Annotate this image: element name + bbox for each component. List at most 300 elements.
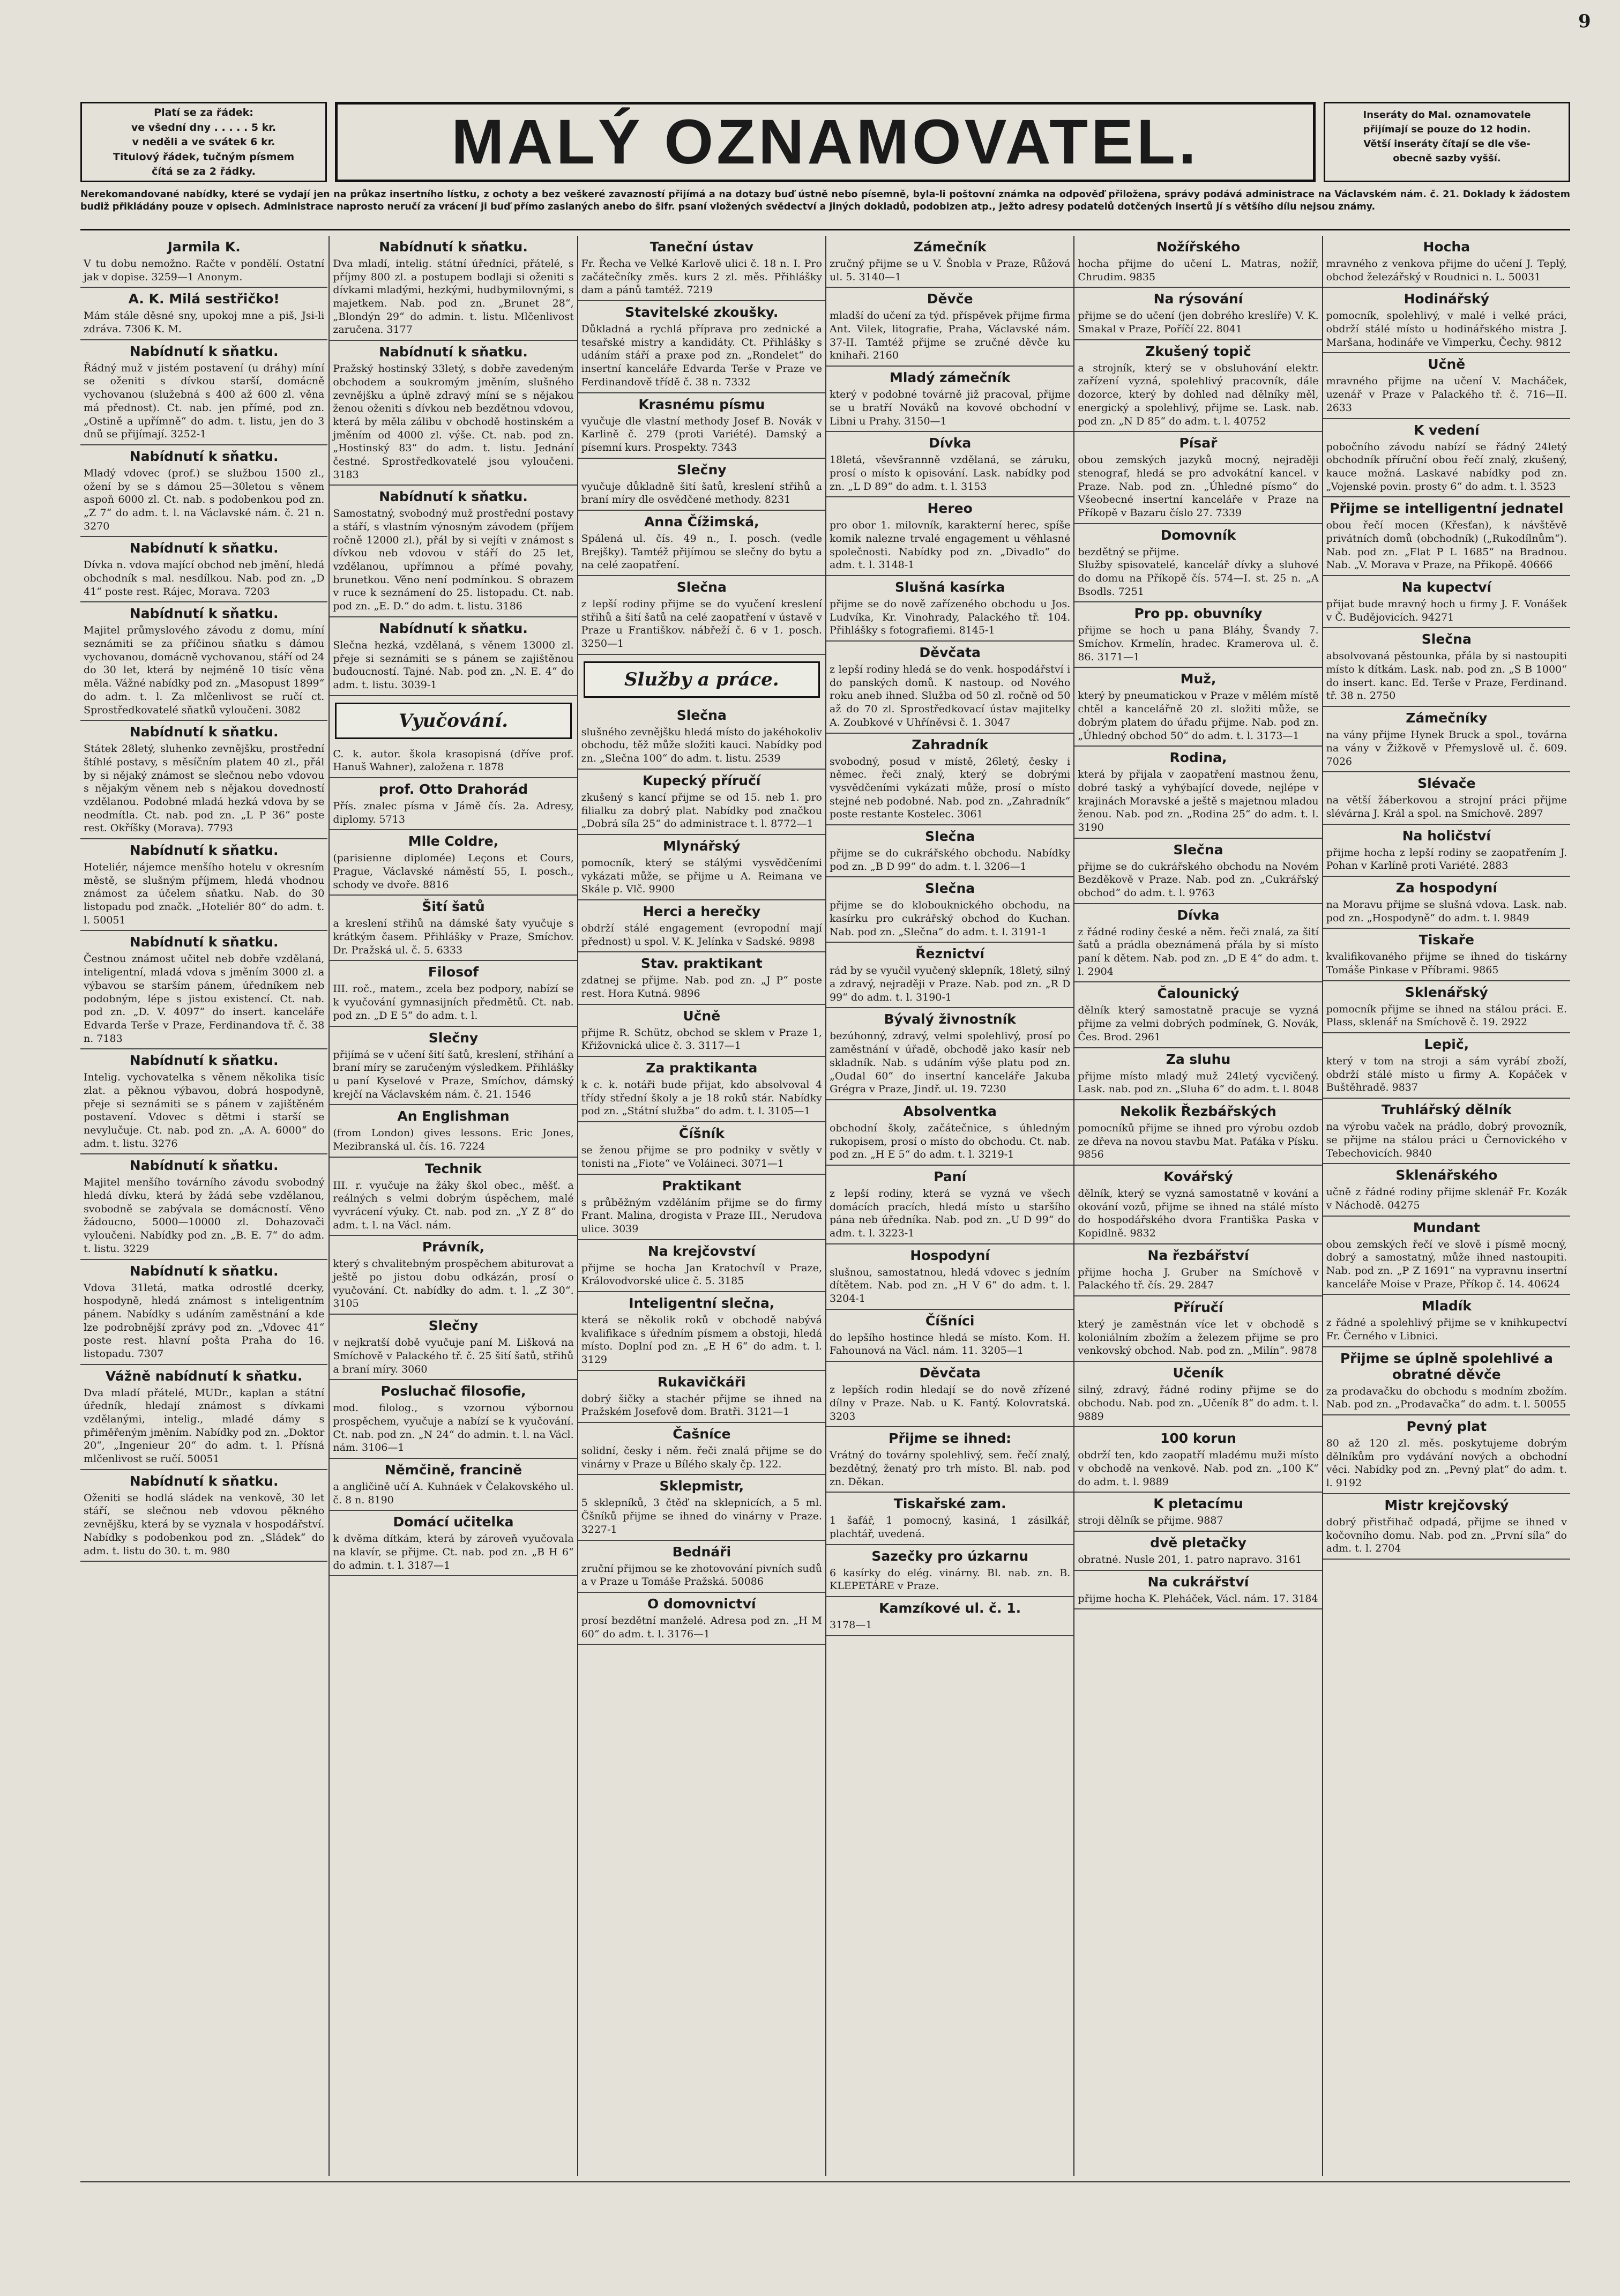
classified-ad bbox=[1323, 981, 1570, 1033]
ad-heading: A. K. Milá sestřičko! bbox=[128, 291, 280, 307]
ad-heading: Slečna bbox=[676, 707, 727, 723]
masthead-pricing-box bbox=[80, 102, 327, 182]
section-panel: Služby a práce. bbox=[584, 661, 820, 698]
ad-heading: Na cukrářství bbox=[1147, 1574, 1249, 1590]
classified-ad bbox=[1323, 877, 1570, 929]
ad-text: pro obor 1. milovník, karakterní herec, spíše komik nalezne trvalé engagement u věhlasné společnosti. Nabídky pod zn. „Divadlo“ do adm. t. l. 3148-1 bbox=[830, 519, 1071, 571]
ad-heading: Nabídnutí k sňatku. bbox=[379, 620, 528, 636]
ad-heading: Pevný plat bbox=[1406, 1419, 1487, 1435]
pricing-line: Titulový řádek, tučným písmem bbox=[113, 151, 295, 163]
ad-text: Přís. znalec písma v Jámě čís. 2a. Adresy, diplomy. 5713 bbox=[333, 800, 574, 825]
classified-ad bbox=[826, 1008, 1073, 1100]
ad-heading: Němčině, francině bbox=[384, 1462, 522, 1478]
masthead-title: MALÝ OZNAMOVATEL. bbox=[335, 102, 1316, 182]
ad-text: z lepších rodin hledají se do nově zřízené dílny v Praze. Nab. u K. Fantý. Kolovratská. 3203 bbox=[830, 1384, 1071, 1422]
ad-text: na větší žáberkovou a strojní práci přijme slévárna J. Král a spol. na Smíchově. 2897 bbox=[1326, 794, 1567, 819]
ad-text: v nejkratší době vyučuje paní M. Lišková na Smíchově v Palackého tř. č. 25 šití šatů, střihů a braní míry. 3060 bbox=[333, 1337, 574, 1375]
ad-heading: Na holičství bbox=[1402, 828, 1491, 844]
ad-text: přijat bude mravný hoch u firmy J. F. Vonášek v Č. Budějovicích. 94271 bbox=[1326, 598, 1567, 623]
ad-heading: Anna Čížimská, bbox=[644, 513, 759, 530]
ad-text: na vány přijme Hynek Bruck a spol., továrna na vány v Žižkově v Přemyslově ul. č. 609. 7026 bbox=[1326, 729, 1567, 767]
ad-text: přijme se do cukrářského obchodu na Novém Bezděkově v Praze. Nab. pod zn. „Cukrářský obchod“ do adm. t. l. 9763 bbox=[1078, 860, 1319, 899]
ad-text: solidní, česky i něm. řeči znalá přijme se do vinárny v Praze u Bílého skaly čp. 122. bbox=[581, 1445, 822, 1470]
ad-heading: Přijme se intelligentní jednatel bbox=[1330, 501, 1564, 517]
ad-text: z lepší rodiny přijme se do vyučení kreslení střihů a šití šatů na celé zaopatření v ústavě v Praze u Františkov. nábřeží č. 6 v 1. posch. 3250—1 bbox=[581, 598, 822, 650]
ad-text: Státek 28letý, sluhenko zevnějšku, prostřední štíhlé postavy, s měsíčním platem 40 zl., přál by si nějaký známost se slečnou nebo vdovou s nějakým věnem neb s nějakou dovedností vzdělanou. Podobné mladá hezká vdova by se neodmítla. Ct. nab. pod zn. „L P 36“ poste rest. Okříšky (Morava). 7793 bbox=[84, 743, 325, 834]
ad-text: pomocník, který se stálými vysvědčeními vykázati může, se přijme u A. Reimana ve Skále p. Vlč. 9900 bbox=[581, 856, 822, 896]
classified-ad bbox=[1323, 419, 1570, 498]
classified-ad bbox=[826, 432, 1073, 497]
ad-heading: Přijme se úplně spolehlivé a obratné děvče bbox=[1340, 1350, 1553, 1382]
ad-heading: Nabídnutí k sňatku. bbox=[129, 843, 279, 858]
ad-text: slušnou, samostatnou, hledá vdovec s jedním dítětem. Nab. pod zn. „H V 6“ do adm. t. l. 3204-1 bbox=[830, 1266, 1071, 1305]
classified-ad bbox=[578, 1593, 825, 1645]
ad-text: která by přijala v zaopatření mastnou ženu, dobré taský a vyhýbající dovede, nejlépe v krajinách Moravské a ještě s majetnou mladou ženou. Nab. pod zn. „Rodina 25“ do adm. t. l. 3190 bbox=[1078, 769, 1319, 833]
ad-text: (parisienne diplomée) Leçons et Cours, Prague, Václavské náměstí 55, I. posch., schody ve dvoře. 8816 bbox=[333, 852, 574, 891]
ad-heading: Absolventka bbox=[903, 1103, 997, 1119]
ad-heading: Taneční ústav bbox=[650, 239, 753, 255]
classified-ad bbox=[826, 943, 1073, 1008]
ad-heading: Nabídnutí k sňatku. bbox=[129, 1473, 279, 1489]
classified-ad bbox=[330, 236, 577, 341]
classified-ad bbox=[578, 1005, 825, 1057]
classified-ad bbox=[330, 486, 577, 617]
ad-heading: Vážně nabídnutí k sňatku. bbox=[105, 1368, 303, 1384]
classified-ad bbox=[1323, 772, 1570, 824]
ad-heading: Příručí bbox=[1173, 1300, 1223, 1316]
ad-heading: Dívka bbox=[1177, 907, 1220, 923]
classified-ad bbox=[330, 961, 577, 1026]
ad-text: bezúhonný, zdravý, velmi spolehlivý, prosí po zaměstnání v úřadě, obchodě jako kasír neb skladník. Nab. s udáním výše platu pod zn. „Oudal 60“ do insertní kanceláře Jakuba Grégra v Praze, Jindř. ul. 19. 7230 bbox=[830, 1030, 1071, 1095]
classified-ad bbox=[80, 537, 327, 602]
pricing-line: v neděli a ve svátek 6 kr. bbox=[132, 136, 275, 148]
ad-heading: Stavitelské zkoušky. bbox=[625, 304, 779, 320]
classified-ad bbox=[578, 835, 825, 900]
ad-text: obratné. Nusle 201, 1. patro napravo. 3161 bbox=[1078, 1553, 1302, 1566]
classified-ad bbox=[80, 931, 327, 1049]
ad-text: přijme se do učení (jen dobrého kreslíře) V. K. Smakal v Praze, Poříčí 22. 8041 bbox=[1078, 310, 1319, 336]
ad-heading: O domovnictví bbox=[647, 1596, 756, 1612]
ad-text: který v podobné továrně již pracoval, přijme se u bratří Nováků na kovové obchodní v Libni u Prahy. 3150—1 bbox=[830, 389, 1071, 427]
ad-text: vyučuje důkladně šití šatů, kreslení střihů a braní míry dle osvědčené methody. 8231 bbox=[581, 480, 822, 506]
ad-heading: Muž, bbox=[1180, 671, 1216, 687]
submission-line: Inseráty do Mal. oznamovatele bbox=[1363, 109, 1531, 121]
ad-text: obou zemských jazyků mocný, nejraději stenograf, hledá se pro advokátní kancel. v Praze. Nab. pod zn. „Úhledné písmo“ do Všeobecné insertní kanceláře v Praze na Příkopě v Bazaru číslo 27. 7339 bbox=[1078, 454, 1319, 519]
classified-ad bbox=[1074, 1427, 1322, 1493]
ad-text: pomocník, spolehlivý, v malé i velké práci, obdrží stálé místo u hodinářského mistra J. Maršana, hodináře ve Vimperku, Čechy. 9812 bbox=[1326, 310, 1567, 348]
ad-text: zručný přijme se u V. Šnobla v Praze, Růžová ul. 5. 3140—1 bbox=[830, 258, 1071, 283]
ad-text: který v tom na stroji a sám vyrábí zboží, obdrží stálé místo u firmy A. Kopáček v Buštěhradě. 9837 bbox=[1326, 1055, 1567, 1094]
classified-ad bbox=[826, 576, 1073, 642]
classified-ad bbox=[1074, 1493, 1322, 1532]
ad-heading: 100 korun bbox=[1160, 1430, 1236, 1447]
classified-ad bbox=[80, 839, 327, 931]
ad-text: dělník který samostatně pracuje se vyzná přijme za velmi dobrých podmínek, G. Novák, Čes. Brod. 2961 bbox=[1078, 1004, 1319, 1043]
classified-ad bbox=[1323, 707, 1570, 772]
ad-text: 5 sklepníků, 3 čtěď na sklepnicích, a 5 ml. Čšníků přijme se ihned do vinárny v Praze. 3227-1 bbox=[581, 1497, 822, 1535]
ad-text: Intelig. vychovatelka s věnem několika tisíc zlat. a pěknou výbavou, dobrá hospodyně, přeje si seznámiti se s pánem v zajištěném postavení. Vdovec s dětmi i starší se nevylučuje. Ct. nab. pod zn. „A. A. 6000“ do adm. t. listu. 3276 bbox=[84, 1071, 325, 1150]
classified-ad bbox=[330, 617, 577, 696]
ad-heading: Učně bbox=[1428, 356, 1466, 372]
masthead-submission-box bbox=[1324, 102, 1570, 182]
ad-text: mravného přijme na učení V. Macháček, uzenář v Praze v Palackého tř. č. 716—II. 2633 bbox=[1326, 375, 1567, 414]
ad-text: a kreslení střihů na dámské šaty vyučuje s krátkým časem. Přihlášky v Praze, Smíchov. Dr. Pražská ul. č. 5. 6333 bbox=[333, 918, 574, 956]
ad-heading: Nekolik Řezbářských bbox=[1120, 1103, 1276, 1119]
ad-heading: Nabídnutí k sňatku. bbox=[129, 1263, 279, 1279]
ad-text: Důkladná a rychlá příprava pro zednické a tesařské mistry a kandidáty. Ct. Přihlášky s udáním stáří a praxe pod zn. „Rondelet“ do insertní kanceláře Edvarda Terše v Praze ve Ferdinandově třídě č. 38 n. 7332 bbox=[581, 323, 822, 388]
classified-ad bbox=[80, 1365, 327, 1470]
classified-ad bbox=[330, 341, 577, 486]
classified-ad bbox=[578, 1475, 825, 1540]
ad-heading: Mladík bbox=[1421, 1298, 1472, 1314]
ad-text: který by pneumatickou v Praze v mělém místě chtěl a kancelářně 20 zl. složiti může, se dobrým platem do úřadu přijme. Nab. pod zn. „Úhledný obchod 50“ do adm. t. l. 3173—1 bbox=[1078, 690, 1319, 742]
ad-heading: Rukavičkáři bbox=[658, 1374, 746, 1390]
classified-ad bbox=[1074, 747, 1322, 838]
classified-ad bbox=[330, 1236, 577, 1315]
classified-ad bbox=[1323, 1415, 1570, 1494]
classified-ad bbox=[578, 1057, 825, 1122]
ad-heading: Sklepmistr, bbox=[659, 1478, 744, 1494]
ad-text: a strojník, který se v obsluhování elektr. zařízení vyzná, spolehlivý pracovník, dále dozorce, který by dohled nad dělníky měl, energický a spolehlivý, přijme se. Lask. nab. pod zn. „N D 85“ do adm. t. l. 40752 bbox=[1078, 362, 1319, 427]
ad-heading: Hereo bbox=[927, 501, 973, 517]
ad-column bbox=[80, 236, 327, 2176]
ad-text: z lepší rodiny, která se vyzná ve všech domácích pracích, hledá místo u staršího pána neb úředníka. Nab. pod zn. „U D 99“ do adm. t. l. 3223-1 bbox=[830, 1187, 1071, 1239]
ad-text: s průběžným vzděláním přijme se do firmy Frant. Malina, drogista v Praze III., Nerudova ulice. 3039 bbox=[581, 1196, 822, 1235]
classified-ad bbox=[1074, 236, 1322, 288]
ad-heading: Mundant bbox=[1413, 1219, 1480, 1235]
classified-ad bbox=[578, 236, 825, 301]
ad-heading: Za praktikanta bbox=[646, 1060, 758, 1076]
ad-heading: Zámečník bbox=[913, 239, 987, 255]
ad-text: III. roč., matem., zcela bez podpory, nabízí se k vyučování gymnasijních předmětů. Ct. nab. pod zn. „D E 5“ do adm. t. l. bbox=[333, 983, 574, 1022]
page-number: 9 bbox=[1578, 11, 1591, 32]
ad-heading: Mlynářský bbox=[663, 838, 741, 854]
classified-ad bbox=[1074, 432, 1322, 524]
classified-ad bbox=[826, 236, 1073, 288]
classified-ad bbox=[826, 877, 1073, 943]
ad-heading: Posluchač filosofie, bbox=[380, 1383, 526, 1399]
ad-heading: Truhlářský dělník bbox=[1381, 1102, 1512, 1118]
ad-heading: Čašníce bbox=[673, 1426, 731, 1442]
ad-text: pomocníků přijme se ihned pro výrobu ozdob ze dřeva na novou stavbu Mat. Paťáka v Písku. 9856 bbox=[1078, 1122, 1319, 1161]
classified-ad bbox=[826, 1100, 1073, 1166]
classified-ad bbox=[578, 1371, 825, 1423]
ad-heading: K pletacímu bbox=[1153, 1496, 1243, 1512]
ad-heading: Tiskařské zam. bbox=[893, 1496, 1006, 1512]
ad-heading: K vedení bbox=[1414, 422, 1480, 438]
pricing-line: Platí se za řádek: bbox=[154, 107, 253, 118]
classified-ad bbox=[1323, 1164, 1570, 1216]
classified-ad bbox=[1323, 1295, 1570, 1347]
ad-text: z lepší rodiny hledá se do venk. hospodářství i do panských domů. K nastoup. od Nového roku aneb ihned. Služba od 50 zl. ročně od 50 až do 70 zl. Sprostředkovací ústav majitelky A. Zoubkové v Uhříněvsi č. 1. 3047 bbox=[830, 664, 1071, 728]
ad-heading: Hodinářský bbox=[1403, 291, 1489, 307]
ad-heading: Paní bbox=[934, 1168, 967, 1184]
classified-ad bbox=[578, 770, 825, 835]
ad-heading: Inteligentní slečna, bbox=[629, 1295, 775, 1311]
ad-heading: Slévače bbox=[1417, 776, 1476, 792]
pricing-line: ve všední dny . . . . . 5 kr. bbox=[131, 121, 277, 133]
classified-ad bbox=[578, 900, 825, 952]
ad-heading: Hospodyní bbox=[910, 1247, 990, 1263]
bottom-rule bbox=[80, 2181, 1570, 2182]
ad-heading: Zkušený topič bbox=[1145, 343, 1251, 359]
ad-heading: Sklenářského bbox=[1395, 1167, 1498, 1183]
ad-text: učně z řádné rodiny přijme sklenář Fr. Kozák v Náchodě. 04275 bbox=[1326, 1186, 1567, 1211]
ad-heading: Sazečky pro úzkarnu bbox=[871, 1548, 1029, 1564]
ad-heading: Jarmila K. bbox=[167, 239, 241, 255]
classified-ad bbox=[1323, 497, 1570, 576]
ad-text: absolvovaná pěstounka, přála by si nastoupiti místo k dítkám. Lask. nab. pod zn. „S B 1000“ do insert. kanc. Ed. Terše v Praze, Ferdinand. tř. 38 n. 2750 bbox=[1326, 650, 1567, 702]
classified-ad bbox=[1074, 1362, 1322, 1427]
ad-heading: Nabídnutí k sňatku. bbox=[129, 724, 279, 740]
ad-heading: Nabídnutí k sňatku. bbox=[129, 343, 279, 359]
ad-column bbox=[577, 236, 825, 2176]
classified-ad bbox=[80, 340, 327, 445]
classified-ad bbox=[826, 1597, 1073, 1636]
ad-text: svobodný, posud v místě, 26letý, česky i němec. řeči znalý, který se dobrými vysvědčeními vykázati může, prosí o místo stejné neb podobné. Nab. pod zn. „Zahradník“ poste restante Kostelec. 3061 bbox=[830, 755, 1071, 821]
classified-ad bbox=[80, 721, 327, 839]
classified-ad bbox=[1323, 825, 1570, 877]
ad-text: obdrží ten, kdo zaopatří mladému muži místo v obchodě na venkově. Nab. pod zn. „100 K“ do adm. t. l. 9889 bbox=[1078, 1449, 1319, 1488]
ad-heading: Nabídnutí k sňatku. bbox=[379, 344, 528, 360]
classified-ad bbox=[330, 896, 577, 961]
classified-ad bbox=[578, 1175, 825, 1240]
ad-text: Dívka n. vdova mající obchod neb jmění, hledá obchodník s mal. nesdílkou. Nab. pod zn. „D 41“ poste rest. Rájec, Morava. 7203 bbox=[84, 559, 325, 598]
ad-text: přijme se hocha Jan Kratochvíl v Praze, Královodvorské ulice č. 5. 3185 bbox=[581, 1262, 822, 1287]
section-panel: Vyučování. bbox=[335, 703, 571, 739]
classified-ad bbox=[80, 1470, 327, 1562]
ad-text: obou řečí mocen (Křesťan), k návštěvě privátních domů (obchodník) („Rukodílnům“). Nab. pod zn. „Flat P L 1685“ na Bradnou. Nab. „V. Morava v Praze, na Přikopě. 40666 bbox=[1326, 519, 1567, 571]
ad-heading: Nožířského bbox=[1156, 239, 1241, 255]
ad-heading: Přijme se ihned: bbox=[889, 1430, 1012, 1447]
ad-column bbox=[1073, 236, 1322, 2176]
ad-heading: Herci a herečky bbox=[643, 903, 761, 919]
ad-text: přijme se do klobouknického obchodu, na kasírku pro cukrářský obchod do Kuchan. Nab. pod zn. „Slečna“ do adm. t. l. 3191-1 bbox=[830, 899, 1071, 938]
classified-ad bbox=[1074, 1532, 1322, 1571]
ad-text: prosí bezdětní manželé. Adresa pod zn. „H M 60“ do adm. t. l. 3176—1 bbox=[581, 1614, 822, 1640]
ad-text: přijme hocha J. Gruber na Smíchově v Palackého tř. čís. 29. 2847 bbox=[1078, 1266, 1319, 1292]
ad-text: 1 šafář, 1 pomocný, kasiná, 1 zásilkář, plachtář, uvedená. bbox=[830, 1515, 1071, 1540]
classified-ad bbox=[826, 1545, 1073, 1597]
ad-text: obchodní školy, začátečnice, s úhledným rukopisem, prosí o místo do obchodu. Ct. nab. pod zn. „H E 5“ do adm. t. l. 3219-1 bbox=[830, 1122, 1071, 1161]
ad-text: kvalifikovaného přijme se ihned do tiskárny Tomáše Pinkase v Příbrami. 9865 bbox=[1326, 951, 1567, 976]
ad-columns bbox=[80, 236, 1570, 2181]
ad-text: zkušený s kancí přijme se od 15. neb 1. pro filialku za dobrý plat. Nabídky pod značkou „Dobrá síla 25“ do administrace t. l. 8772—1 bbox=[581, 791, 822, 830]
classified-ad bbox=[1323, 1347, 1570, 1415]
ad-heading: Tiskaře bbox=[1419, 932, 1474, 948]
ad-text: silný, zdravý, řádné rodiny přijme se do obchodu. Nab. pod zn. „Učeník 8“ do adm. t. l. 9889 bbox=[1078, 1384, 1319, 1422]
classified-ad bbox=[80, 602, 327, 721]
classified-ad bbox=[330, 1380, 577, 1459]
ad-heading: Domácí učitelka bbox=[393, 1514, 514, 1530]
ad-heading: Slečny bbox=[428, 1030, 479, 1046]
ad-heading: Kamzíkové ul. č. 1. bbox=[879, 1600, 1021, 1616]
ad-text: pomocník přijme se ihned na stálou práci. E. Plass, sklenář na Smíchově č. 19. 2922 bbox=[1326, 1003, 1567, 1028]
ad-text: za prodavačku do obchodu s modním zbožím. Nab. pod zn. „Prodavačka“ do adm. t. l. 50055 bbox=[1326, 1385, 1567, 1411]
ad-heading: Bednáři bbox=[672, 1544, 731, 1560]
classified-ad bbox=[1323, 1099, 1570, 1164]
classified-ad bbox=[1323, 353, 1570, 419]
ad-text: III. r. vyučuje na žáky škol obec., měšť. a reálných s velmi dobrým úspěchem, malé vyvrácení výuky. Ct. nab. pod zn. „Y Z 8“ do adm. t. l. na Václ. nám. bbox=[333, 1179, 574, 1231]
ad-text: přijme hocha K. Pleháček, Václ. nám. 17. 3184 bbox=[1078, 1592, 1318, 1605]
ad-text: Oženiti se hodlá sládek na venkově, 30 let stáří, se slečnou neb vdovou pěkného zevnějšku, která by se vyznala v hospodářství. Nabídky s podobenkou pod zn. „Sládek“ do adm. t. listu do 30. t. m. 980 bbox=[84, 1492, 325, 1557]
ad-column bbox=[1322, 236, 1570, 2176]
ad-heading: Filosof bbox=[428, 964, 479, 980]
ad-text: Spálená ul. čís. 49 n., I. posch. (vedle Brejšky). Tamtéž přijímou se slečny do bytu a na celé zaopatření. bbox=[581, 532, 822, 571]
classified-ad bbox=[330, 1158, 577, 1236]
ad-text: z řádné a spolehlivý přijme se v knihkupectví Fr. Černého v Libnici. bbox=[1326, 1317, 1567, 1342]
ad-text: na výrobu vaček na prádlo, dobrý provozník, se přijme na stálou práci u Černovického v Tebechovicích. 9840 bbox=[1326, 1121, 1567, 1159]
ad-text: bezdětný se přijme. bbox=[1078, 546, 1179, 558]
classified-ad bbox=[1074, 288, 1322, 340]
classified-ad bbox=[578, 1122, 825, 1174]
ad-text: obou zemských řečí ve slově i písmě mocný, dobrý a samostatný, může ihned nastoupiti. Nab. pod zn. „P Z 1691“ na vypravnu insertní kanceláře Moise v Praze, Příkop č. 14. 40624 bbox=[1326, 1238, 1567, 1290]
classified-ad bbox=[330, 1027, 577, 1106]
ad-text: která se několik roků v obchodě nabývá kvalifikace s úředním písmem a obstoji, hledá místo. Doplní pod zn. „E H 6“ do adm. t. l. 3129 bbox=[581, 1314, 822, 1366]
classified-ad bbox=[826, 1244, 1073, 1310]
classified-ad bbox=[578, 1240, 825, 1292]
ad-text: Dva mladí, intelig. státní úředníci, přátelé, s příjmy 800 zl. a postupem bodlaji si oženiti s dívkami mladými, hezkými, hudbymilovnými, s majetkem. Nab. pod zn. „Brunet 28“, „Blondýn 29“ do admin. t. listu. Mlčenlivost zaručena. 3177 bbox=[333, 258, 574, 336]
ad-text: Řádný muž v jistém postavení (u dráhy) míní se oženiti s dívkou starší, domácně vychovanou (služebná s 400 až 600 zl. věna má přednost). Ct. nab. jen přímé, pod zn. „Ostině a upřímně“ do adm. t. listu, jen do 3 dnů se přijímají. 3252-1 bbox=[84, 362, 325, 441]
ad-heading: Slušná kasírka bbox=[894, 579, 1005, 595]
ad-text: k c. k. notáři bude přijat, kdo absolvoval 4 třídy střední školy a je 18 roků stár. Nabídky pod zn. „Státní služba“ do adm. t. l. 3105—1 bbox=[581, 1079, 822, 1117]
ad-heading: Děvče bbox=[927, 291, 973, 307]
ad-heading: Bývalý živnostník bbox=[884, 1011, 1016, 1027]
ad-heading: Nabídnutí k sňatku. bbox=[379, 489, 528, 505]
submission-line: přijímají se pouze do 12 hodin. bbox=[1363, 124, 1531, 135]
ad-column bbox=[329, 236, 577, 2176]
ad-text: dělník, který se vyzná samostatně v kování a okování vozů, přijme se ihned na stálé místo do hospodářského dvora Františka Paska v Kopidlně. 9832 bbox=[1078, 1187, 1319, 1239]
ad-heading: Technik bbox=[424, 1160, 482, 1176]
ad-text: na Moravu přijme se slušná vdova. Lask. nab. pod zn. „Hospodyně“ do adm. t. l. 9849 bbox=[1326, 898, 1567, 924]
ad-text: mod. filolog., s vzornou výbornou prospěchem, vyučuje a nabízí se k vyučování. Ct. nab. pod zn. „N 24“ do admin. t. l. na Václ. nám. 3106—1 bbox=[333, 1402, 574, 1454]
ad-heading: Lepič, bbox=[1424, 1037, 1469, 1053]
classified-ad bbox=[1074, 668, 1322, 747]
masthead bbox=[80, 102, 1570, 188]
ad-heading: Nabídnutí k sňatku. bbox=[129, 448, 279, 464]
classified-ad bbox=[1323, 1494, 1570, 1560]
ad-heading: Nabídnutí k sňatku. bbox=[129, 606, 279, 622]
ad-text: do lepšího hostince hledá se místo. Kom. H. Fahounová na Václ. nám. 11. 3205—1 bbox=[830, 1331, 1071, 1357]
ad-text: Hoteliér, nájemce menšího hotelu v okresním městě, se slušným příjmem, hledá vhodnou známost za účelem sňatku. Nab. do 30 listopadu pod značk. „Hoteliér 80“ do adm. t. l. 50051 bbox=[84, 861, 325, 926]
ad-text: C. k. autor. škola krasopisná (dříve prof. Hanuš Wahner), založena r. 1878 bbox=[333, 748, 574, 773]
classified-ad bbox=[80, 236, 327, 288]
ad-text: Slečna hezká, vzdělaná, s věnem 13000 zl. přeje si seznámiti se s pánem se zajištěnou budoucností. Tajné. Nab. pod zn. „N. E. 4“ do adm. t. listu. 3039-1 bbox=[333, 639, 574, 691]
classified-ad bbox=[330, 778, 577, 830]
ad-heading: Dívka bbox=[929, 435, 972, 451]
classified-ad bbox=[1323, 576, 1570, 628]
ad-heading: Za sluhu bbox=[1166, 1051, 1231, 1067]
ad-heading: Domovník bbox=[1160, 527, 1236, 543]
ad-text: 3178—1 bbox=[830, 1619, 872, 1631]
ad-heading: Čalounický bbox=[1157, 986, 1240, 1002]
ad-text: Vrátný do továrny spolehlivý, sem. řečí znalý, bezdětný, ženatý pro trh místo. Bl. nab. pod zn. Děkan. bbox=[830, 1449, 1071, 1488]
classified-ad bbox=[80, 1049, 327, 1154]
classified-ad bbox=[330, 1459, 577, 1511]
ad-text: vyučuje dle vlastní methody Josef B. Novák v Karlině č. 279 (proti Variété). Damský a písemní kurs. Prospekty. 7343 bbox=[581, 415, 822, 453]
ad-heading: Slečna bbox=[925, 828, 975, 844]
ad-text: rád by se vyučil vyučený sklepník, 18letý, silný a zdravý, nejraději v Praze. Nab. pod zn. „R D 99“ do adm. t. l. 3190-1 bbox=[830, 965, 1071, 1003]
classified-ad bbox=[1074, 1571, 1322, 1610]
ad-text: (from London) gives lessons. Eric Jones, Mezibranská ul. čís. 16. 7224 bbox=[333, 1127, 574, 1152]
ad-heading: Slečna bbox=[1173, 841, 1223, 858]
classified-ad bbox=[1074, 839, 1322, 904]
submission-line: Větší inseráty čítají se dle vše- bbox=[1363, 138, 1531, 150]
classified-ad bbox=[578, 704, 825, 770]
classified-ad bbox=[80, 288, 327, 340]
classified-ad bbox=[1074, 982, 1322, 1048]
classified-ad bbox=[578, 393, 825, 459]
ad-text: Čestnou známost učitel neb dobře vzdělaná, inteligentní, mladá vdova s jměním 3000 zl. a výbavou se starším pánem, úředníkem neb podobným, lépe s jistou existencí. Ct. nab. pod zn. „D. V. 4097“ do insert. kanceláře Edvarda Terše v Praze, Ferdinandova tř. č. 38 n. 7183 bbox=[84, 953, 325, 1045]
ad-text: Služby spisovatelé, kancelář dívky a sluhové do domu na Příkopě čís. 574—I. st. 25 n. „A Bsodls. 7251 bbox=[1078, 559, 1319, 598]
ad-text: slušného zevnějšku hledá místo do jakéhokoliv obchodu, těž může složiti kauci. Nabídky pod zn. „Slečna 100“ do adm. t. listu. 2539 bbox=[581, 726, 822, 765]
ad-text: Pražský hostinský 33letý, s dobře zavedeným obchodem a soukromým jměním, slušného zevnějšku a úplně zdravý míní se s nějakou ženou oženiti s dívkou neb bezdětnou vdovou, která by měla zálibu v obchodě hostinském a jměním od 4000 zl. výše. Ct. nab. pod zn. „Hostinský 83“ do adm. t. listu. Jednání čestné. Sprostředkovatelé jsou vyloučeni. 3183 bbox=[333, 363, 574, 481]
classified-ad bbox=[826, 1362, 1073, 1427]
ad-heading: Nabídnutí k sňatku. bbox=[129, 934, 279, 950]
ad-text: obdrží stálé engagement (evropodní mají přednost) u spol. V. K. Jelínka v Sadské. 9898 bbox=[581, 922, 822, 948]
ad-heading: Hocha bbox=[1423, 239, 1470, 255]
ad-heading: Číšníci bbox=[925, 1313, 975, 1329]
ad-heading: Nabídnutí k sňatku. bbox=[129, 1053, 279, 1069]
ad-text: 6 kasírky do elég. vinárny. Bl. nab. zn. B. KLEPETÁRE v Praze. bbox=[830, 1567, 1071, 1592]
administration-notice: Nerekomandované nabídky, které se vydají jen na průkaz insertního lístku, z ochoty a bez veškeré zavazností přijímá a na dotazy buď ústně nebo písemně, byla-li poštovní známka na odpověď přiložena, správy podává administrace na Václavském nám. č. 21. Doklady k žádostem budiž přikládány pouze v opisech. Administrace naprosto neručí za vrácení ji buď přímo zaslaných anebo do šifr. psaní vložených svědectví a jiných dokladů, podobizen atp., ježto adresy podatelů dotčených insertů jí s většího dílu nejsou známy. bbox=[80, 189, 1570, 230]
classified-ad bbox=[330, 1511, 577, 1576]
ad-text: 18letá, vševšrannně vzdělaná, se záruku, prosí o místo k opisování. Lask. nabídky pod zn. „L D 89“ do adm. t. l. 3153 bbox=[830, 454, 1071, 493]
classified-ad bbox=[1074, 1296, 1322, 1362]
classified-ad bbox=[1074, 1166, 1322, 1244]
ad-text: k dvěma dítkám, která by zároveň vyučovala na klavír, se přijme. Ct. nab. pod zn. „B H 6“ do admin. t. l. 3187—1 bbox=[333, 1533, 574, 1571]
classified-ad bbox=[826, 1493, 1073, 1545]
classified-ad bbox=[578, 952, 825, 1004]
ad-heading: Slečna bbox=[676, 579, 727, 595]
ad-heading: An Englishman bbox=[397, 1108, 510, 1124]
ad-heading: Řeznictví bbox=[915, 946, 985, 962]
classified-ad bbox=[330, 830, 577, 896]
ad-heading: Nabídnutí k sňatku. bbox=[129, 540, 279, 556]
ad-heading: Praktikant bbox=[662, 1177, 742, 1194]
ad-text: dobrý přistřihač odpadá, přijme se ihned v kočovního domu. Nab. pod zn. „První síla“ do adm. t. l. 2704 bbox=[1326, 1516, 1567, 1555]
ad-text: přijme se hoch u pana Bláhy, Švandy 7. Smíchov. Krmelín, hradec. Kramerova ul. č. 86. 3171—1 bbox=[1078, 624, 1319, 663]
ad-heading: Učeník bbox=[1173, 1365, 1224, 1381]
classified-ad bbox=[826, 734, 1073, 825]
ad-heading: Nabídnutí k sňatku. bbox=[379, 239, 528, 255]
classified-ad bbox=[80, 1260, 327, 1365]
classified-ad bbox=[330, 746, 577, 778]
ad-text: Samostatný, svobodný muž prostřední postavy a stáří, s vlastním výnosným závodem (příjem ročně 12000 zl.), přál by si vejíti v známost s dívkou neb vdovou v stáří do 25 let, vzdělanou, upřímnou a přímé povahy, brunetkou. Věno není podmínkou. S obrazem v ruce k seznámení do 25. listopadu. Ct. nab. pod zn. „E. D.“ do adm. t. listu. 3186 bbox=[333, 508, 574, 613]
ad-heading: Děvčata bbox=[919, 1365, 981, 1381]
classified-ad bbox=[1074, 1244, 1322, 1296]
classified-ad bbox=[826, 642, 1073, 733]
ad-heading: prof. Otto Drahorád bbox=[378, 781, 528, 797]
ad-column bbox=[825, 236, 1073, 2176]
classified-ad bbox=[1074, 1100, 1322, 1166]
ad-heading: Zámečníky bbox=[1406, 710, 1488, 726]
ad-text: přijme místo mladý muž 24letý vycvičený. Lask. nab. pod zn. „Sluha 6“ do adm. t. l. 8048 bbox=[1078, 1070, 1319, 1095]
ad-text: stroji dělník se přijme. 9887 bbox=[1078, 1515, 1223, 1527]
classified-ad bbox=[826, 367, 1073, 432]
classified-ad bbox=[578, 511, 825, 576]
classified-ad bbox=[826, 825, 1073, 877]
ad-heading: Rodina, bbox=[1169, 750, 1227, 766]
ad-heading: Kovářský bbox=[1163, 1168, 1233, 1184]
newspaper-page bbox=[80, 102, 1570, 2181]
ad-text: přijme hocha z lepší rodiny se zaopatřením J. Pohan v Karlíně proti Variété. 2883 bbox=[1326, 846, 1567, 872]
classified-ad bbox=[1323, 628, 1570, 707]
ad-heading: Krasnému písmu bbox=[638, 396, 765, 412]
ad-heading: Pro pp. obuvníky bbox=[1134, 606, 1263, 622]
classified-ad bbox=[1323, 1033, 1570, 1099]
classified-ad bbox=[1074, 904, 1322, 983]
